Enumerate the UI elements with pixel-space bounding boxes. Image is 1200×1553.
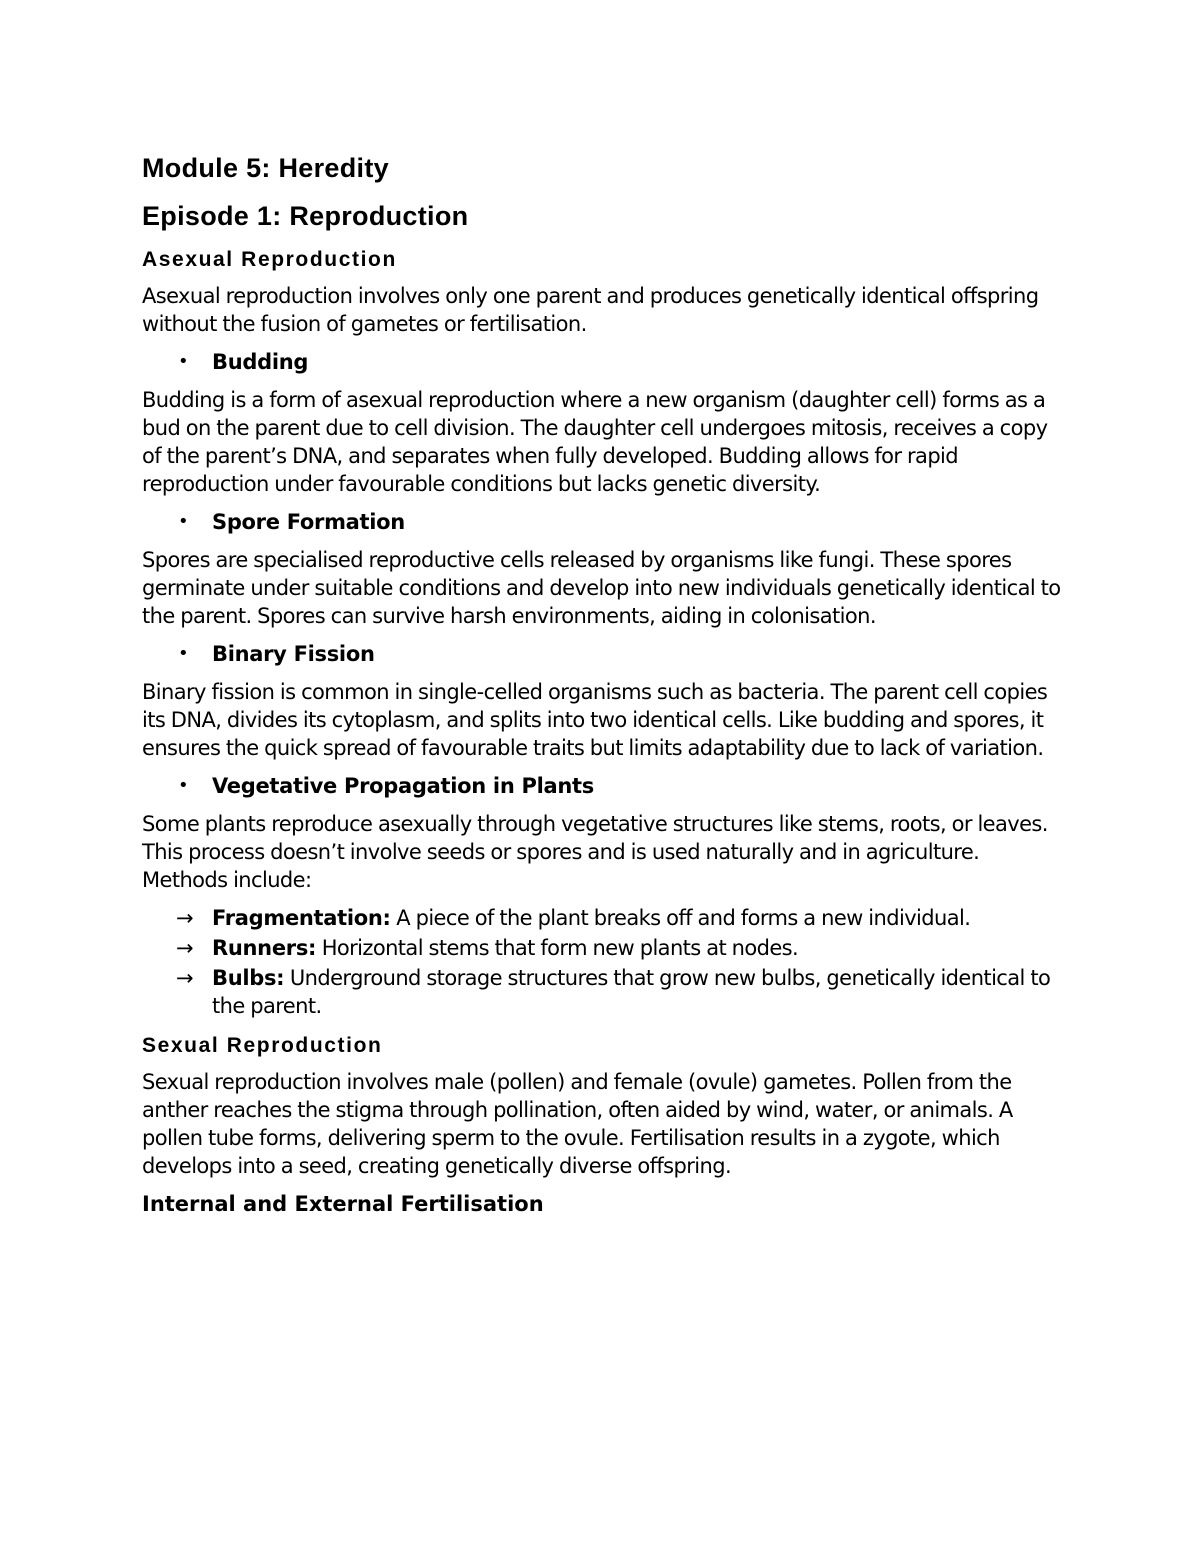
bullet-binary-fission	[142, 640, 1062, 668]
bullet-vegetative-propagation	[142, 772, 1062, 800]
list-item	[142, 964, 1062, 1020]
bullet-icon: •	[178, 775, 189, 796]
arrow-right-icon: →	[176, 966, 193, 990]
spore-text: Spores are specialised reproductive cells released by organisms like fungi. These spores germinate under suitable conditions and develop into new individuals genetically identical to the parent. Spores can survive harsh environments, aiding in colonisation.	[142, 548, 1061, 628]
sexual-heading: Sexual Reproduction	[142, 1034, 383, 1057]
bullet-spore-formation	[142, 508, 1062, 536]
binary-title: Binary Fission	[212, 642, 375, 666]
budding-title: Budding	[212, 350, 309, 374]
asexual-intro: Asexual reproduction involves only one parent and produces genetically identical offspring without the fusion of gametes or fertilisation.	[142, 284, 1039, 336]
asexual-heading: Asexual Reproduction	[142, 248, 397, 271]
module-title: Module 5: Heredity	[142, 153, 389, 183]
list-item	[142, 904, 1062, 932]
methods-list	[142, 904, 1062, 1020]
arrow-right-icon: →	[176, 936, 193, 960]
sexual-text: Sexual reproduction involves male (pollen) and female (ovule) gametes. Pollen from the anther reaches the stigma through pollination, often aided by wind, water, or animals. A pollen tube forms, delivering sperm to the ovule. Fertilisation results in a zygote, which develops into a seed, creating genetically diverse offspring.	[142, 1070, 1013, 1178]
episode-title: Episode 1: Reproduction	[142, 201, 469, 231]
spore-title: Spore Formation	[212, 510, 405, 534]
method-term: Runners:	[212, 936, 317, 960]
method-desc: A piece of the plant breaks off and forms a new individual.	[390, 906, 971, 930]
vegetative-title: Vegetative Propagation in Plants	[212, 774, 594, 798]
method-term: Fragmentation:	[212, 906, 391, 930]
bullet-icon: •	[178, 643, 189, 664]
method-desc: Horizontal stems that form new plants at nodes.	[316, 936, 799, 960]
list-item	[142, 934, 1062, 962]
method-desc: Underground storage structures that grow new bulbs, genetically identical to the parent.	[212, 966, 1051, 1018]
bullet-icon: •	[178, 351, 189, 372]
fertilisation-heading: Internal and External Fertilisation	[142, 1192, 544, 1216]
method-term: Bulbs:	[212, 966, 285, 990]
bullet-budding	[142, 348, 1062, 376]
bullet-icon: •	[178, 511, 189, 532]
binary-text: Binary fission is common in single-celled organisms such as bacteria. The parent cell copies its DNA, divides its cytoplasm, and splits into two identical cells. Like budding and spores, it ensures the quick spread of favourable traits but limits adaptability due to lack of variation.	[142, 680, 1048, 760]
vegetative-text: Some plants reproduce asexually through vegetative structures like stems, roots, or leaves. This process doesn’t involve seeds or spores and is used naturally and in agriculture. Methods include:	[142, 812, 1048, 892]
document-page	[142, 150, 1062, 1226]
arrow-right-icon: →	[176, 906, 193, 930]
budding-text: Budding is a form of asexual reproduction where a new organism (daughter cell) forms as a bud on the parent due to cell division. The daughter cell undergoes mitosis, receives a copy of the parent’s DNA, and separates when fully developed. Budding allows for rapid reproduction under favourable conditions but lacks genetic diversity.	[142, 388, 1048, 496]
